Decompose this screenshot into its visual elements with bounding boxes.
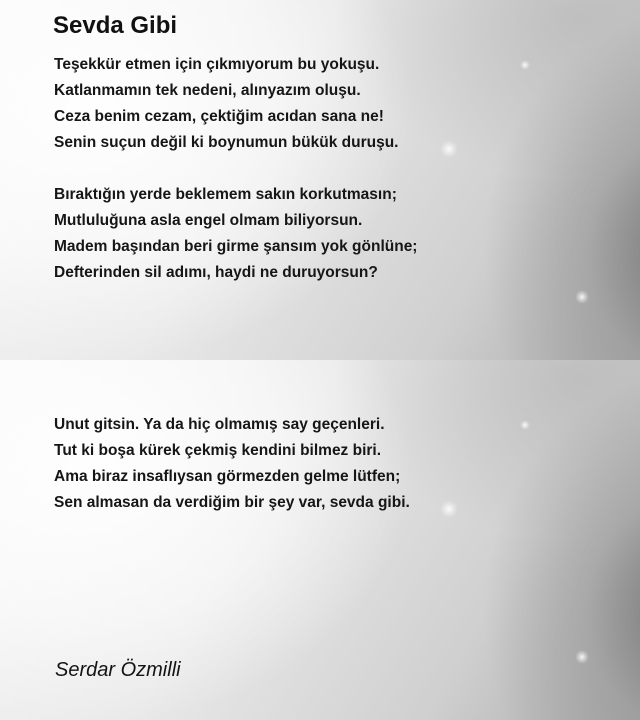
stanza-1 [54,52,398,156]
poem-line: Unut gitsin. Ya da hiç olmamış say geçenleri. [54,416,385,433]
poem-line: Katlanmamın tek nedeni, alınyazım oluşu. [54,82,361,99]
poem-line: Defterinden sil adımı, haydi ne duruyorsun? [54,264,378,281]
poem-line: Ama biraz insaflıysan görmezden gelme lütfen; [54,468,401,485]
stanza-2 [54,182,417,286]
bokeh-light [575,650,589,664]
poem-card-bottom [0,360,640,720]
bokeh-light [440,140,458,158]
poem-line: Ceza benim cezam, çektiğim acıdan sana ne! [54,108,384,125]
poem-line: Madem başından beri girme şansım yok gönlüne; [54,238,418,255]
bokeh-light [575,290,589,304]
poem-line: Bıraktığın yerde beklemem sakın korkutmasın; [54,186,397,203]
poem-line: Sen almasan da verdiğim bir şey var, sevda gibi. [54,494,410,511]
bokeh-light [440,500,458,518]
poem-line: Mutluluğuna asla engel olmam biliyorsun. [54,212,363,229]
bokeh-light [520,420,530,430]
poem-line: Tut ki boşa kürek çekmiş kendini bilmez biri. [54,442,382,459]
stanza-3 [54,412,410,516]
poem-title: Sevda Gibi [53,12,178,39]
poem-line: Senin suçun değil ki boynumun bükük duruşu. [54,134,399,151]
poem-line: Teşekkür etmen için çıkmıyorum bu yokuşu. [54,56,380,73]
poem-author: Serdar Özmilli [55,659,181,681]
bokeh-light [520,60,530,70]
